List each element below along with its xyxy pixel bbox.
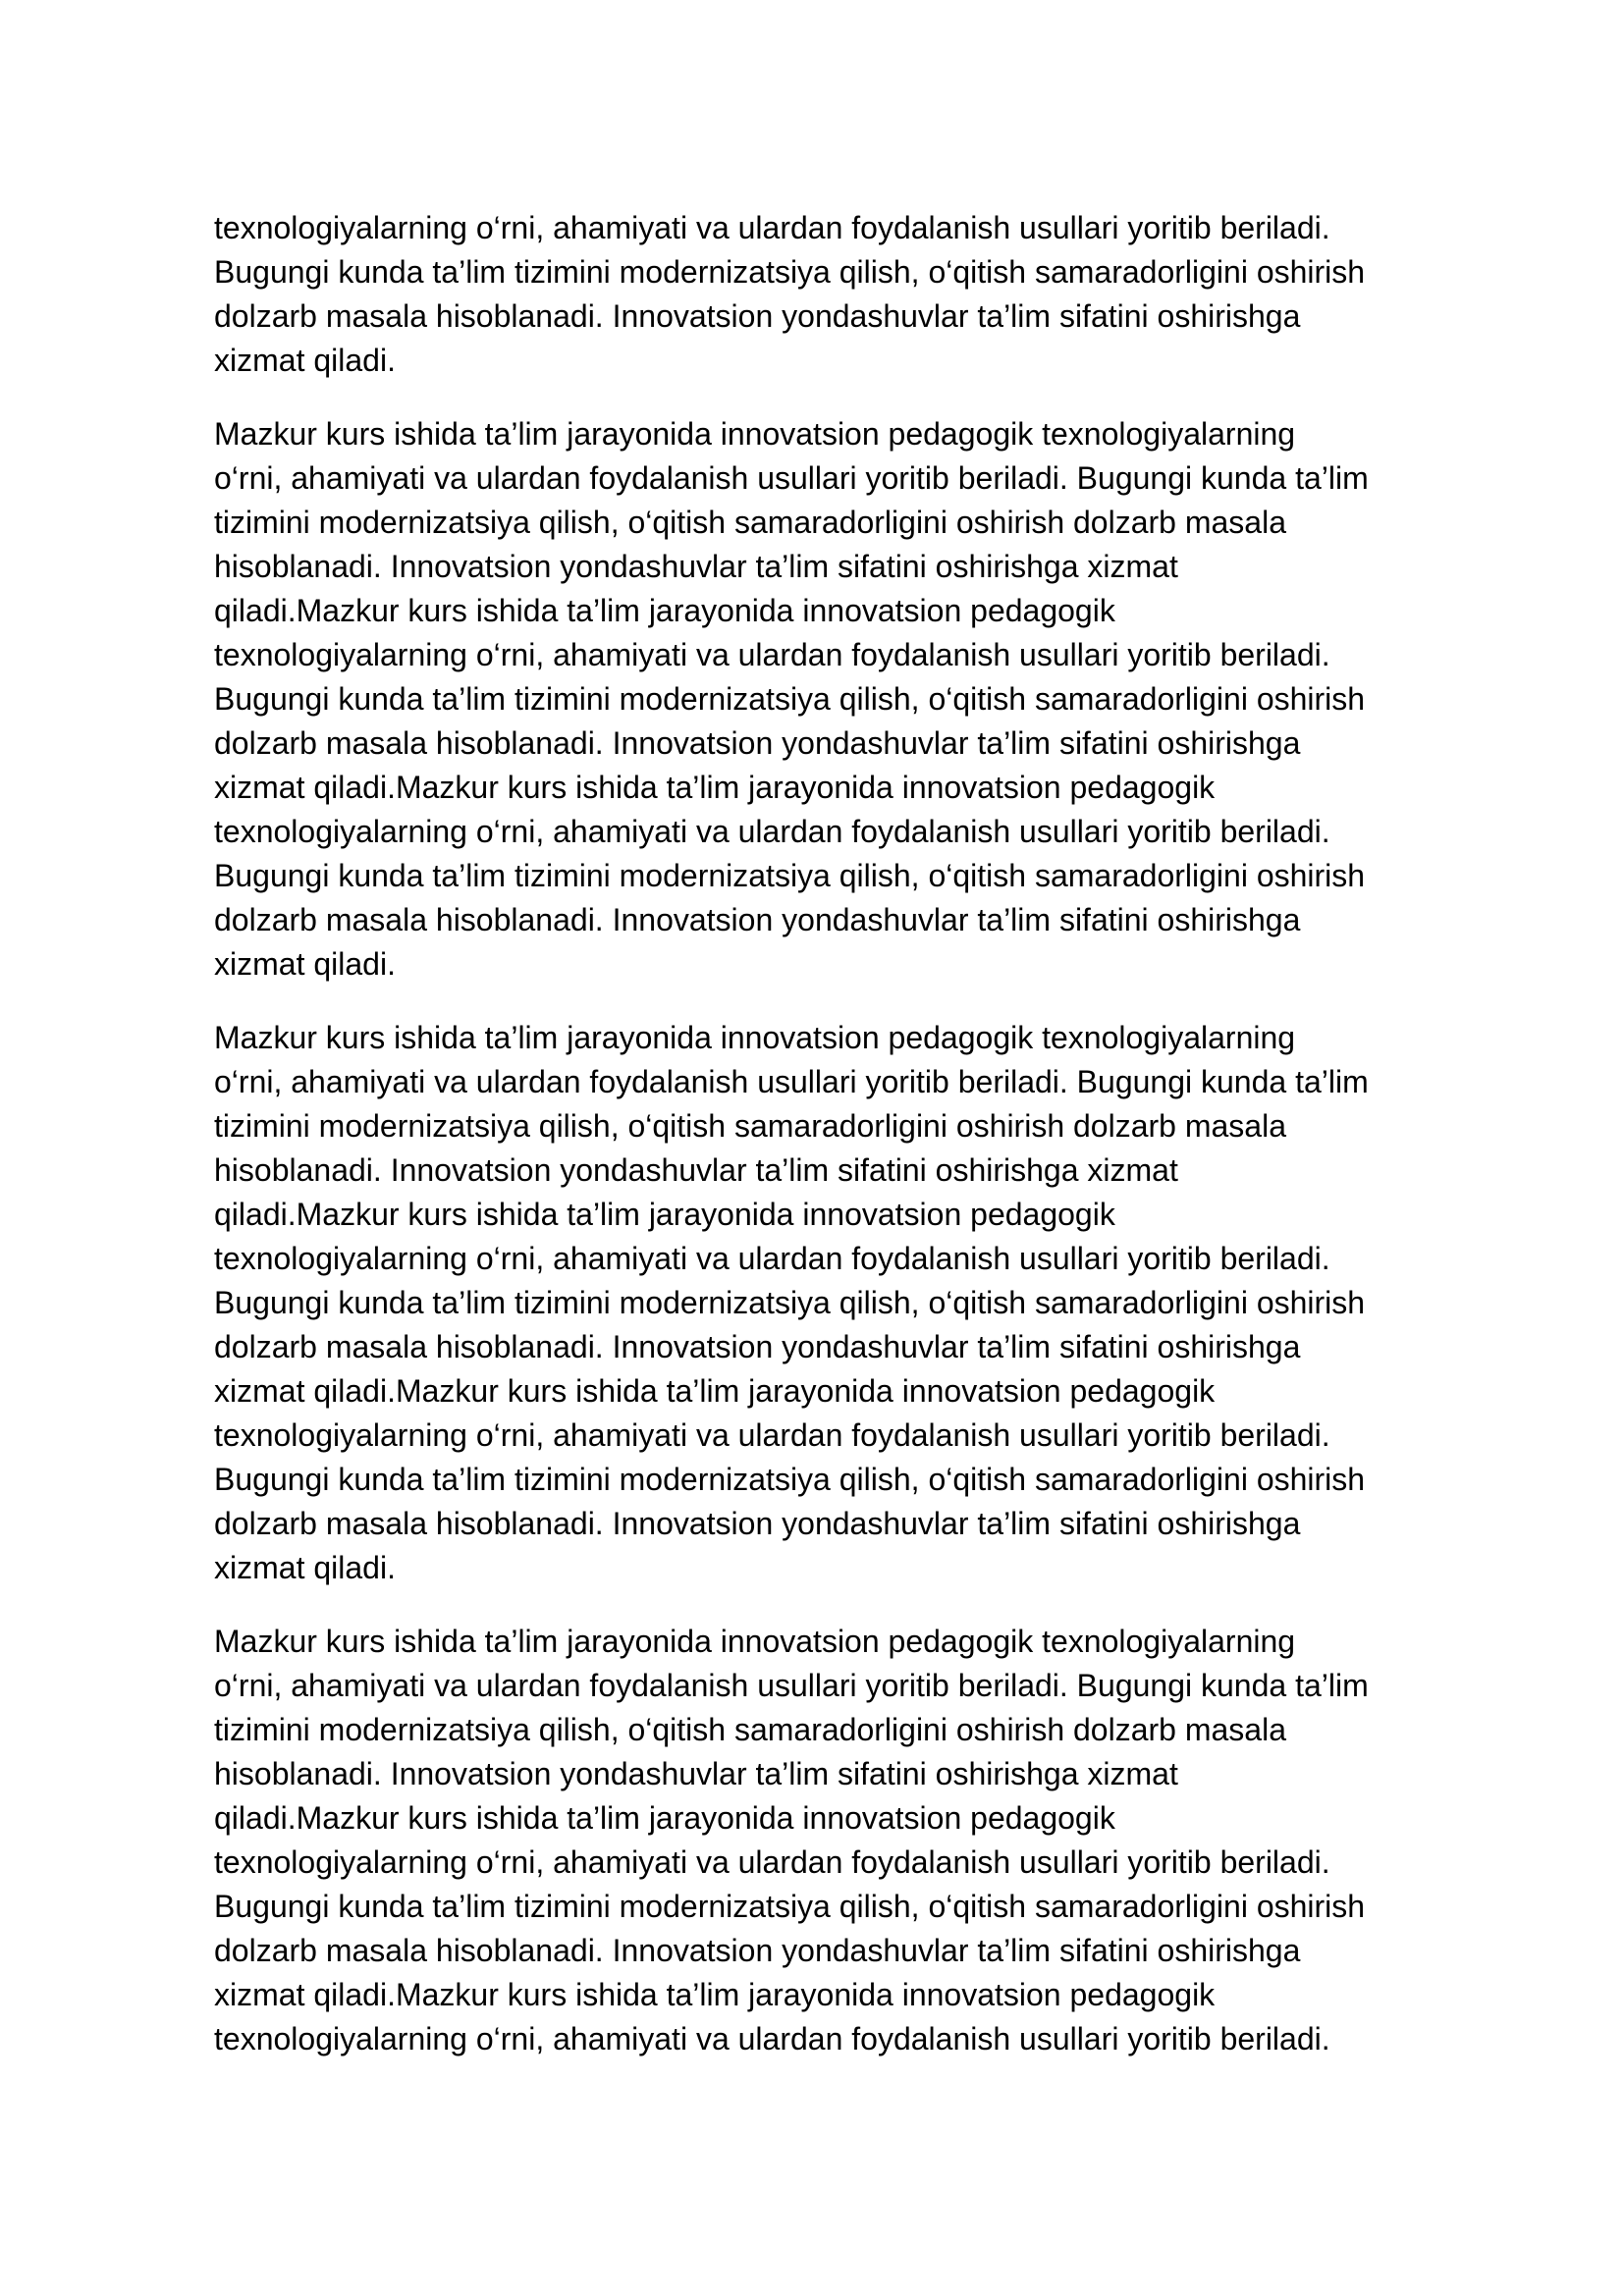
text-line: hisoblanadi. Innovatsion yondashuvlar ta’lim sifatini oshirishga xizmat <box>214 549 1178 584</box>
document-body <box>214 206 1432 2091</box>
text-line: texnologiyalarning o‘rni, ahamiyati va ulardan foydalanish usullari yoritib beriladi. <box>214 1417 1330 1453</box>
text-line: o‘rni, ahamiyati va ulardan foydalanish usullari yoritib beriladi. Bugungi kunda ta’lim <box>214 1064 1369 1099</box>
text-line: qiladi.Mazkur kurs ishida ta’lim jarayonida innovatsion pedagogik <box>214 1197 1115 1232</box>
paragraph-4 <box>214 1620 1432 2061</box>
text-line: tizimini modernizatsiya qilish, o‘qitish samaradorligini oshirish dolzarb masala <box>214 1712 1286 1747</box>
text-line: dolzarb masala hisoblanadi. Innovatsion yondashuvlar ta’lim sifatini oshirishga <box>214 725 1301 761</box>
paragraph-1 <box>214 206 1432 383</box>
text-line: Bugungi kunda ta’lim tizimini modernizatsiya qilish, o‘qitish samaradorligini oshirish <box>214 254 1366 290</box>
paragraph-3 <box>214 1016 1432 1590</box>
text-line: dolzarb masala hisoblanadi. Innovatsion yondashuvlar ta’lim sifatini oshirishga <box>214 902 1301 937</box>
paragraph-2 <box>214 412 1432 987</box>
text-line: Bugungi kunda ta’lim tizimini modernizatsiya qilish, o‘qitish samaradorligini oshirish <box>214 858 1366 893</box>
text-line: dolzarb masala hisoblanadi. Innovatsion yondashuvlar ta’lim sifatini oshirishga <box>214 1933 1301 1968</box>
text-line: texnologiyalarning o‘rni, ahamiyati va ulardan foydalanish usullari yoritib beriladi. <box>214 1241 1330 1276</box>
text-line: Bugungi kunda ta’lim tizimini modernizatsiya qilish, o‘qitish samaradorligini oshirish <box>214 1889 1366 1924</box>
text-line: Mazkur kurs ishida ta’lim jarayonida innovatsion pedagogik texnologiyalarning <box>214 1020 1296 1055</box>
text-line: Bugungi kunda ta’lim tizimini modernizatsiya qilish, o‘qitish samaradorligini oshirish <box>214 681 1366 717</box>
text-line: xizmat qiladi.Mazkur kurs ishida ta’lim jarayonida innovatsion pedagogik <box>214 1977 1216 2012</box>
text-line: tizimini modernizatsiya qilish, o‘qitish samaradorligini oshirish dolzarb masala <box>214 505 1286 540</box>
text-line: texnologiyalarning o‘rni, ahamiyati va ulardan foydalanish usullari yoritib beriladi. <box>214 1844 1330 1880</box>
text-line: dolzarb masala hisoblanadi. Innovatsion yondashuvlar ta’lim sifatini oshirishga <box>214 298 1301 334</box>
text-line: qiladi.Mazkur kurs ishida ta’lim jarayonida innovatsion pedagogik <box>214 593 1115 628</box>
text-line: texnologiyalarning o‘rni, ahamiyati va ulardan foydalanish usullari yoritib beriladi. <box>214 2021 1330 2056</box>
text-line: hisoblanadi. Innovatsion yondashuvlar ta’lim sifatini oshirishga xizmat <box>214 1152 1178 1188</box>
text-line: Bugungi kunda ta’lim tizimini modernizatsiya qilish, o‘qitish samaradorligini oshirish <box>214 1462 1366 1497</box>
text-line: texnologiyalarning o‘rni, ahamiyati va ulardan foydalanish usullari yoritib beriladi. <box>214 637 1330 672</box>
text-line: dolzarb masala hisoblanadi. Innovatsion yondashuvlar ta’lim sifatini oshirishga <box>214 1329 1301 1364</box>
text-line: qiladi.Mazkur kurs ishida ta’lim jarayonida innovatsion pedagogik <box>214 1800 1115 1836</box>
text-line: xizmat qiladi.Mazkur kurs ishida ta’lim jarayonida innovatsion pedagogik <box>214 1373 1216 1409</box>
text-line: Mazkur kurs ishida ta’lim jarayonida innovatsion pedagogik texnologiyalarning <box>214 1624 1296 1659</box>
text-line: tizimini modernizatsiya qilish, o‘qitish samaradorligini oshirish dolzarb masala <box>214 1108 1286 1144</box>
text-line: xizmat qiladi. <box>214 343 396 378</box>
text-line: texnologiyalarning o‘rni, ahamiyati va ulardan foydalanish usullari yoritib beriladi. <box>214 814 1330 849</box>
text-line: Bugungi kunda ta’lim tizimini modernizatsiya qilish, o‘qitish samaradorligini oshirish <box>214 1285 1366 1320</box>
text-line: xizmat qiladi. <box>214 946 396 982</box>
text-line: Mazkur kurs ishida ta’lim jarayonida innovatsion pedagogik texnologiyalarning <box>214 416 1296 452</box>
text-line: dolzarb masala hisoblanadi. Innovatsion yondashuvlar ta’lim sifatini oshirishga <box>214 1506 1301 1541</box>
text-line: o‘rni, ahamiyati va ulardan foydalanish usullari yoritib beriladi. Bugungi kunda ta’lim <box>214 1668 1369 1703</box>
text-line: hisoblanadi. Innovatsion yondashuvlar ta’lim sifatini oshirishga xizmat <box>214 1756 1178 1791</box>
text-line: texnologiyalarning o‘rni, ahamiyati va ulardan foydalanish usullari yoritib beriladi. <box>214 210 1330 245</box>
text-line: xizmat qiladi. <box>214 1550 396 1585</box>
text-line: o‘rni, ahamiyati va ulardan foydalanish usullari yoritib beriladi. Bugungi kunda ta’lim <box>214 460 1369 496</box>
text-line: xizmat qiladi.Mazkur kurs ishida ta’lim jarayonida innovatsion pedagogik <box>214 770 1216 805</box>
